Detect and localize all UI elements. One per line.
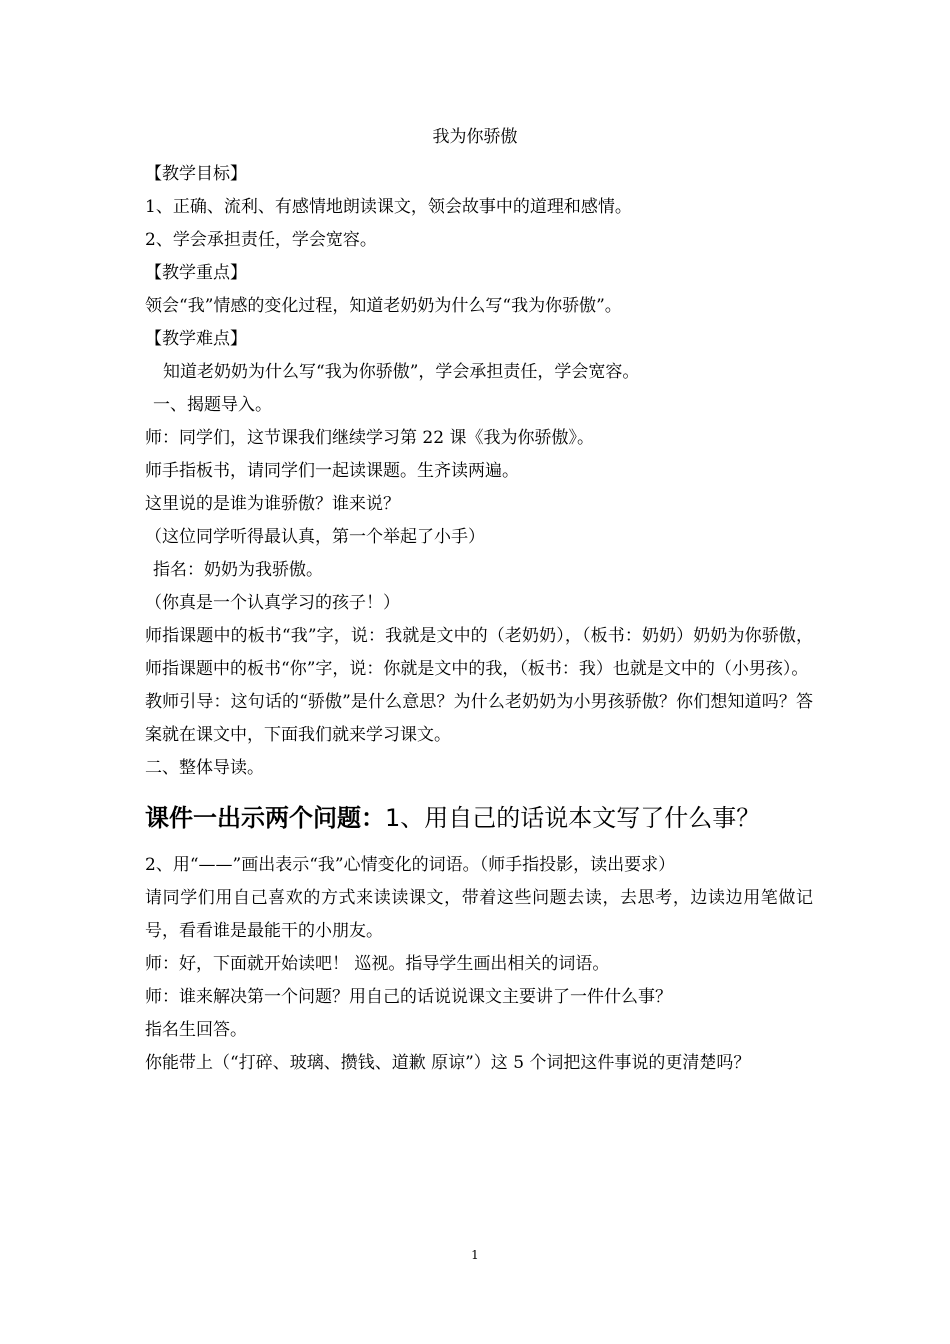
document-body: [145, 158, 813, 1080]
section-heading-key-points: 【教学重点】: [145, 263, 247, 283]
paragraph: （你真是一个认真学习的孩子！）: [145, 593, 400, 613]
objective-item-1: 1、正确、流利、有感情地朗读课文，领会故事中的道理和感情。: [145, 197, 632, 217]
paragraph: 教师引导：这句话的“骄傲”是什么意思？为什么老奶奶为小男孩骄傲？你们想知道吗？答案就在课文中，下面我们就来学习课文。: [145, 692, 813, 745]
courseware-question-heading: [145, 801, 813, 835]
paragraph: （这位同学听得最认真，第一个举起了小手）: [145, 527, 485, 547]
paragraph: 请同学们用自己喜欢的方式来读读课文，带着这些问题去读，去思考，边读边用笔做记号，看看谁是最能干的小朋友。: [145, 888, 813, 941]
step-heading-2: 二、整体导读。: [145, 758, 264, 778]
paragraph: 指名：奶奶为我骄傲。: [153, 560, 323, 580]
objective-item-2: 2、学会承担责任，学会宽容。: [145, 230, 377, 250]
section-heading-objectives: 【教学目标】: [145, 164, 247, 184]
heading-bold-part: 课件一出示两个问题：: [145, 804, 385, 832]
paragraph: 师手指板书，请同学们一起读课题。生齐读两遍。: [145, 461, 519, 481]
paragraph: 师：好，下面就开始读吧！ 巡视。指导学生画出相关的词语。: [145, 954, 610, 974]
key-point-text: 领会“我”情感的变化过程，知道老奶奶为什么写“我为你骄傲”。: [145, 296, 622, 316]
paragraph: 2、用“——”画出表示“我”心情变化的词语。（师手指投影，读出要求）: [145, 855, 676, 875]
paragraph: 这里说的是谁为谁骄傲？谁来说？: [145, 494, 400, 514]
difficulty-text: 知道老奶奶为什么写“我为你骄傲”，学会承担责任，学会宽容。: [163, 362, 640, 382]
document-title: 我为你骄傲: [432, 127, 518, 147]
section-heading-difficulties: 【教学难点】: [145, 329, 247, 349]
paragraph: 师：同学们，这节课我们继续学习第 22 课《我为你骄傲》。: [145, 428, 594, 448]
paragraph: 师指课题中的板书“我”字，说：我就是文中的（老奶奶），（板书：奶奶）奶奶为你骄傲，师指课题中的板书“你”字，说：你就是文中的我，（板书：我）也就是文中的（小男孩）。: [145, 626, 813, 679]
paragraph: 师：谁来解决第一个问题？用自己的话说说课文主要讲了一件什么事？: [145, 987, 672, 1007]
paragraph: 你能带上（“打碎、玻璃、攒钱、道歉 原谅”）这 5 个词把这件事说的更清楚吗？: [145, 1053, 751, 1073]
paragraph: 指名生回答。: [145, 1020, 247, 1040]
step-heading-1: 一、揭题导入。: [153, 395, 272, 415]
heading-rest: 1、用自己的话说本文写了什么事？: [385, 804, 761, 832]
page-number: 1: [471, 1248, 479, 1262]
